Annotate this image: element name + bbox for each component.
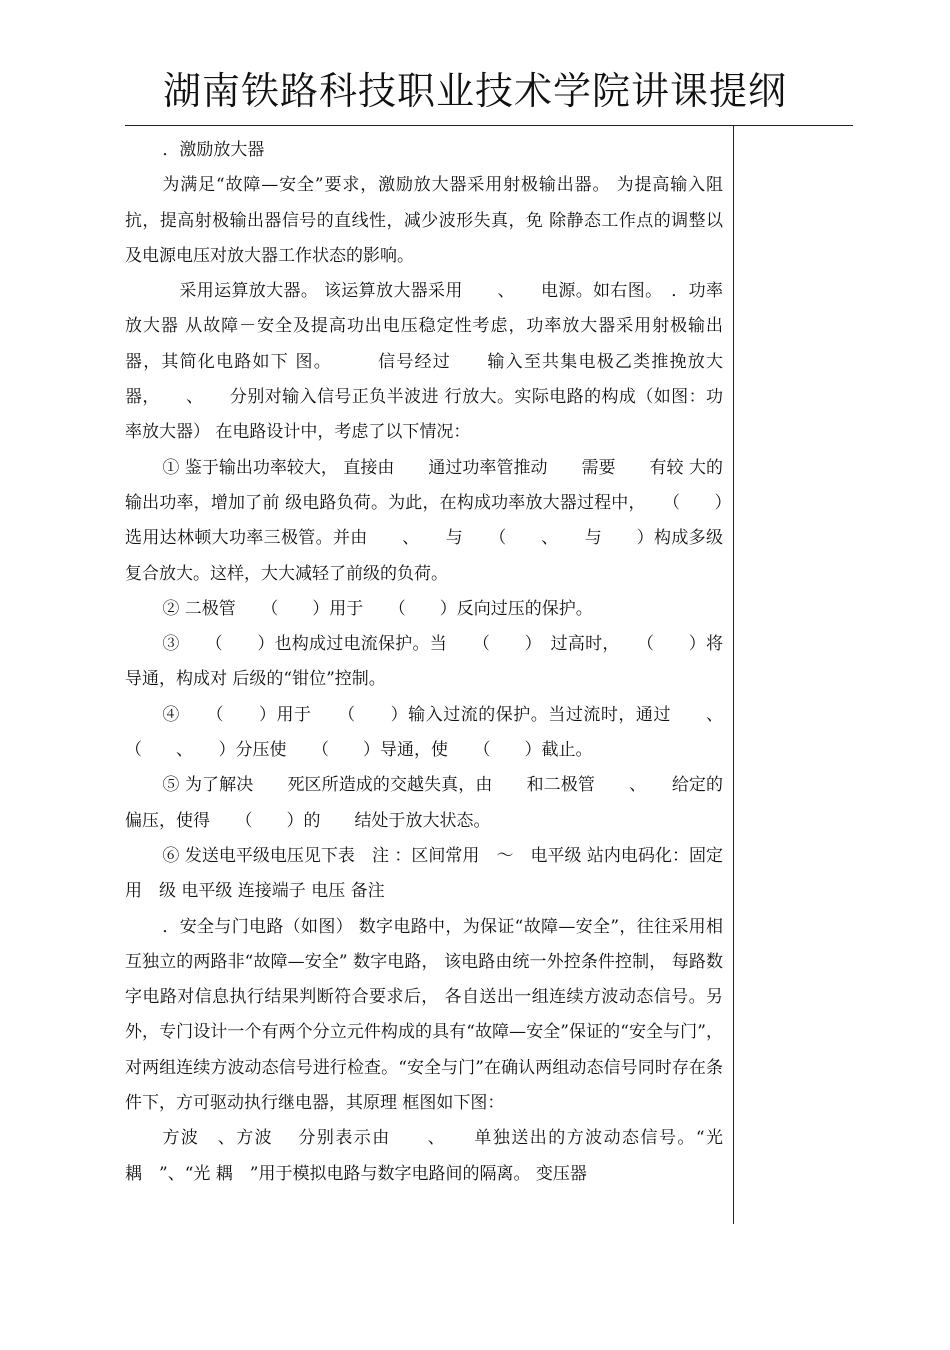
paragraph-item-4: ④ （ ）用于 （ ）输入过流的保护。当过流时，通过 、（ 、 ）分压使 （ ）导通，使 （ ）截止。: [125, 704, 723, 761]
paragraph-item-5: ⑤ 为了解决 死区所造成的交越失真，由 和二极管 、 给定的偏压，使得 （ ）的 结处于放大状态。: [125, 775, 723, 831]
paragraph-excitation-heading: ．激励放大器: [162, 140, 265, 160]
margin-rule: [733, 126, 734, 1224]
paragraph-item-1: ① 鉴于输出功率较大， 直接由 通过功率管推动 需要 有较 大的输出功率，增加了前 级电路负荷。为此，在构成功率放大器过程中， （ ）选用达林顿大功率三极管。并由 、 与 （ 、 与 ）构成多级复合放大。这样，大大减轻了前级的负荷。: [125, 457, 723, 584]
header-rule: [125, 125, 853, 126]
lecture-body: [125, 133, 723, 1192]
paragraph-opamp-power-amp: 采用运算放大器。 该运算放大器采用 、 电源。如右图。 ．功率放大器 从故障－安全及提高功出电压稳定性考虑，功率放大器采用射极输出器，其简化电路如下 图。 信号经过 输入至共集电极乙类推挽放大器， 、 分别对输入信号正负半波进 行放大。实际电路的构成（如图：功率放大器） 在电路设计中，考虑了以下情况：: [125, 281, 723, 443]
paragraph-square-wave: 方波 、方波 分别表示由 、 单独送出的方波动态信号。“光耦 ”、“光 耦 ”用于模拟电路与数字电路间的隔离。 变压器: [125, 1128, 723, 1184]
paragraph-item-6: ⑥ 发送电平级电压见下表 注 ：区间常用 ～ 电平级 站内电码化：固定用 级 电平级 连接端子 电压 备注: [125, 845, 723, 902]
page-title: 湖南铁路科技职业技术学院讲课提纲: [162, 69, 787, 113]
paragraph-item-3: ③ （ ）也构成过电流保护。当 （ ） 过高时， （ ）将导通，构成对 后级的“钳位”控制。: [125, 634, 723, 690]
paragraph-excitation-intro: 为满足“故障—安全”要求，激励放大器采用射极输出器。 为提高输入阻抗，提高射极输出器信号的直线性，减少波形失真，免 除静态工作点的调整以及电源电压对放大器工作状态的影响。: [125, 175, 723, 266]
paragraph-item-2: ② 二极管 （ ）用于 （ ）反向过压的保护。: [162, 598, 593, 619]
paragraph-safety-and-gate: ．安全与门电路（如图） 数字电路中，为保证“故障—安全”，往往采用相互独立的两路非“故障—安全” 数字电路， 该电路由统一外控条件控制， 每路数字电路对信息执行结果判断符合要求后， 各自送出一组连续方波动态信号。另外，专门设计一个有两个分立元件构成的具有“故障—安全”保证的“安全与门”，对两组连续方波动态信号进行检查。“安全与门”在确认两组动态信号同时存在条件下，方可驱动执行继电器，其原理 框图如下图：: [125, 916, 723, 1114]
